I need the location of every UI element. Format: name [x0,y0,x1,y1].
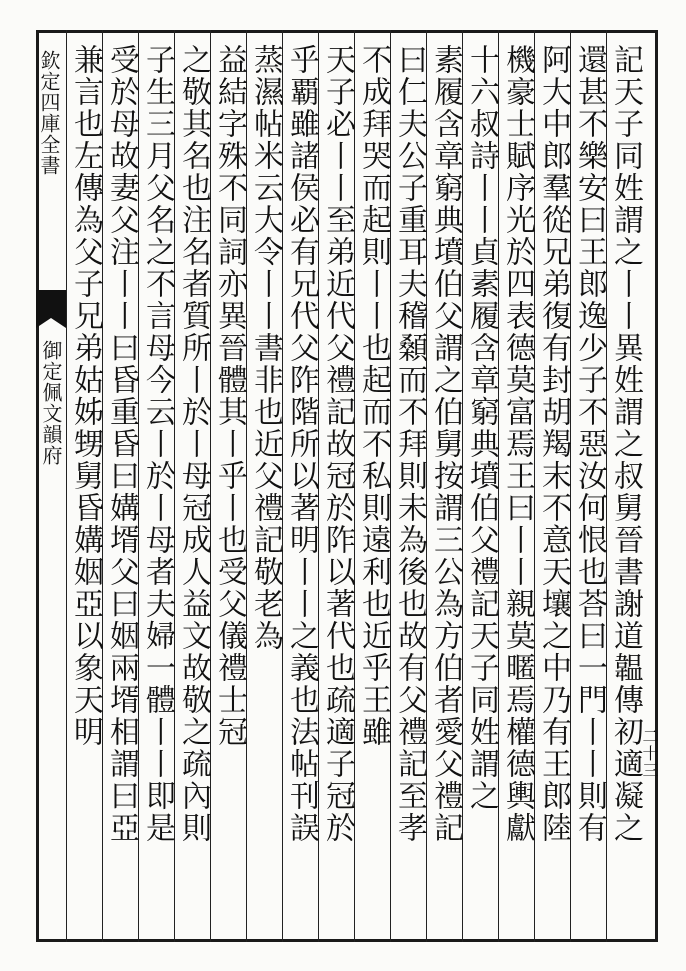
volume-title: 御定佩文韻府 [39,340,63,466]
text-column: 阿大中郎羣從兄弟復有封胡羯末不意天壤之中乃有王郎陸 [536,44,571,844]
text-column: 還甚不樂安曰王郎逸少子不惡汝何恨也荅曰一門丨丨則有 [572,44,607,844]
fishtail-notch [36,318,66,328]
text-column: 蒸濕帖米云大令丨丨書非也近父禮記敬老為 [248,44,283,652]
text-column: 記天子同姓謂之丨丨異姓謂之叔舅晉書謝道韞傳初適凝之 [608,44,643,844]
fishtail-mark [36,290,66,318]
text-column: 機豪士賦序光於四表德莫富焉王曰丨丨親莫暱焉權德輿獻 [500,44,535,844]
text-column: 乎覇雖諸侯必有兄代父阼階所以著明丨丨之義也法帖刊誤 [284,44,319,844]
text-column: 兼言也左傳為父子兄弟姑姊甥舅昏媾姻亞以象天明 [68,44,103,748]
text-column: 之敬其名也注名者質所丨於丨母冠成人益文故敬之疏內則 [176,44,211,844]
text-column: 天子必丨丨至弟近代父禮記故冠於阼以著代也疏適子冠於 [320,44,355,844]
text-column: 子生三月父名之不言母今云丨於丨母者夫婦一體丨丨即是 [140,44,175,844]
text-column: 素履含章窮典墳伯父謂之伯舅按謂三公為方伯者愛父禮記 [428,44,463,844]
text-column: 曰仁夫公子重耳夫稽顙而不拜則未為後也故有父禮記至孝 [392,44,427,844]
text-column: 益結字殊不同詞亦異晉體其丨乎丨也受父儀禮士冠 [212,44,247,748]
text-column: 受於母故妻父注丨丨曰昏重昏曰媾壻父曰姻兩壻相謂曰亞 [104,44,139,844]
text-column: 十六叔詩丨丨貞素履含章窮典墳伯父禮記天子同姓謂之 [464,44,499,812]
book-title: 欽定四庫全書 [37,50,61,176]
page-number: 二十三 [640,728,659,779]
text-column: 不成拜哭而起則丨丨也起而不私則遠利也近乎王雖 [356,44,391,748]
